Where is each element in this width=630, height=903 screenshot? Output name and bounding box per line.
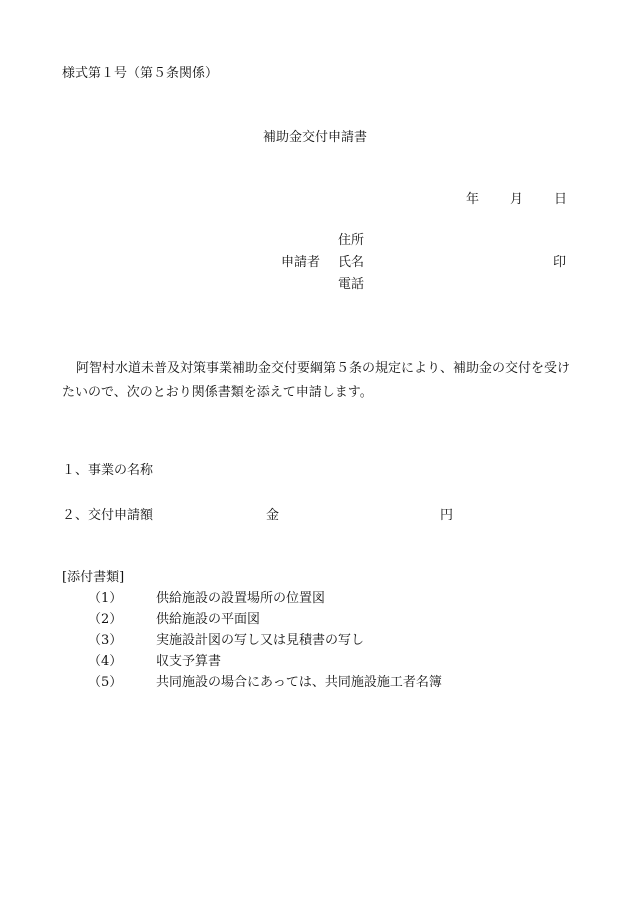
attachment-number: （2） <box>88 612 123 627</box>
amount-unit: 円 <box>440 508 454 523</box>
date-day-label: 日 <box>554 192 568 207</box>
attachment-number: （4） <box>88 654 123 669</box>
attachment-text: 実施設計図の写し又は見積書の写し <box>156 633 365 648</box>
attachment-text: 共同施設の場合にあっては、共同施設施工者名簿 <box>156 675 442 690</box>
attachments-header: [添付書類] <box>62 570 125 585</box>
date-month-label: 月 <box>510 192 524 207</box>
address-label: 住所 <box>338 233 365 248</box>
attachment-number: （3） <box>88 633 123 648</box>
name-label: 氏名 <box>338 255 365 270</box>
document-title: 補助金交付申請書 <box>262 130 367 145</box>
amount-prefix: 金 <box>266 508 280 523</box>
seal-mark: 印 <box>553 255 567 270</box>
date-year-label: 年 <box>466 192 480 207</box>
attachment-number: （5） <box>88 675 123 690</box>
attachment-text: 収支予算書 <box>156 654 222 669</box>
application-statement: 阿智村水道未普及対策事業補助金交付要綱第５条の規定により、補助金の交付を受けたいので、次のとおり関係書類を添えて申請します。 <box>62 361 571 400</box>
applicant-label: 申請者 <box>281 255 321 270</box>
attachment-number: （1） <box>88 591 123 606</box>
attachment-text: 供給施設の設置場所の位置図 <box>156 591 326 606</box>
form-number: 様式第１号（第５条関係） <box>62 66 219 81</box>
phone-label: 電話 <box>338 277 365 292</box>
project-name-item: １、事業の名称 <box>62 463 154 478</box>
requested-amount-item: ２、交付申請額 <box>62 508 154 523</box>
attachment-text: 供給施設の平面図 <box>156 612 261 627</box>
